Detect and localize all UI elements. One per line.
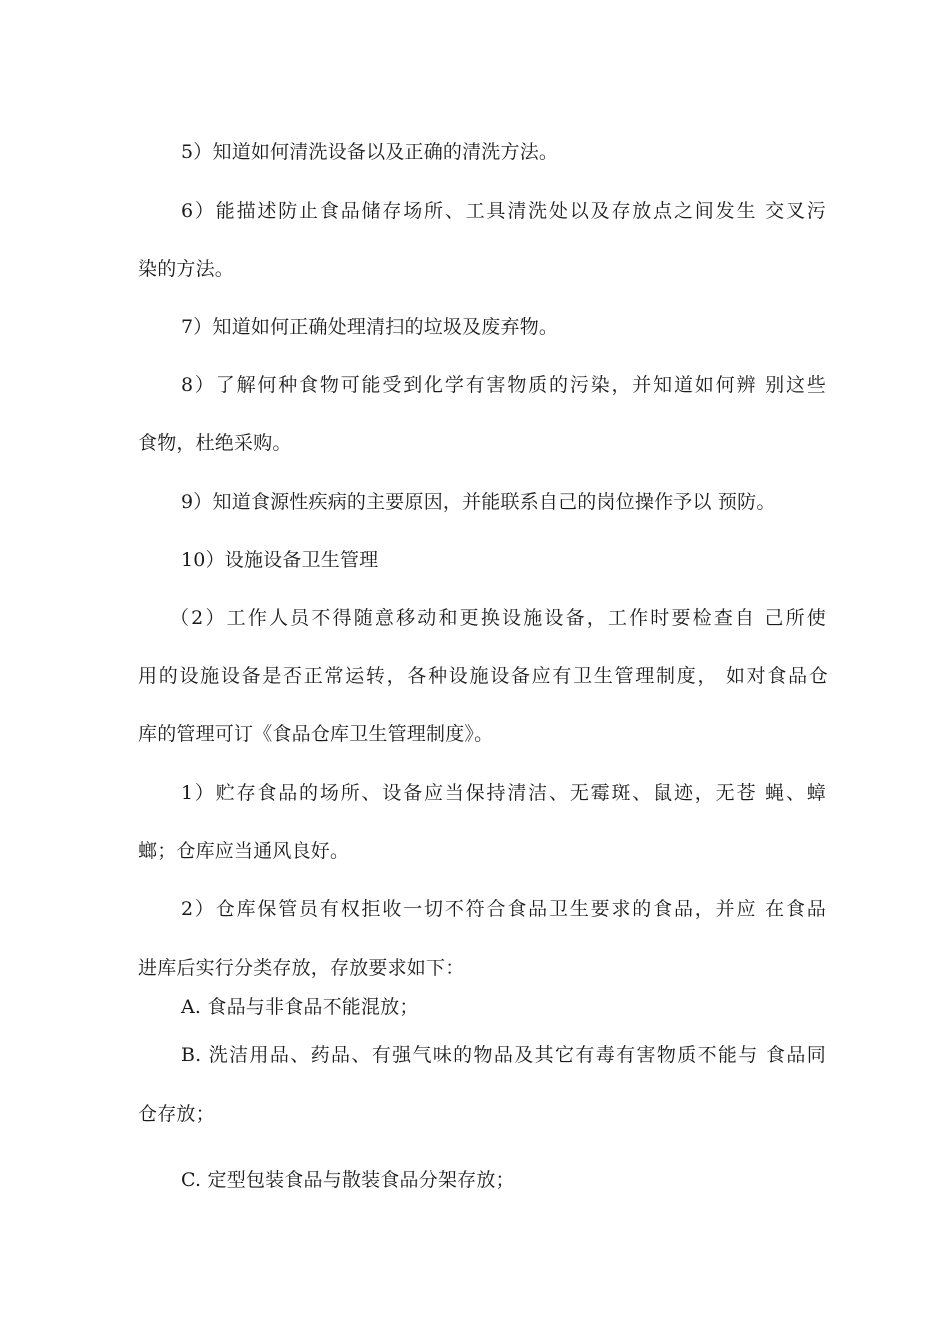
item-9: 9）知道食源性疾病的主要原因，并能联系自己的岗位操作予以 预防。 xyxy=(181,491,776,513)
rule-2-line-2: 进库后实行分类存放，存放要求如下： xyxy=(138,957,465,979)
para-2-line-3: 库的管理可订《食品仓库卫生管理制度》。 xyxy=(138,723,494,745)
item-10-heading: 10）设施设备卫生管理 xyxy=(181,549,379,571)
item-8-line-1: 8）了解何种食物可能受到化学有害物质的污染，并知道如何辨 别这些 xyxy=(181,374,826,396)
para-2-line-1: （2）工作人员不得随意移动和更换设施设备，工作时要检查自 己所使 xyxy=(170,607,826,629)
rule-2-line-1: 2）仓库保管员有权拒收一切不符合食品卫生要求的食品，并应 在食品 xyxy=(181,898,826,920)
rule-1-line-1: 1）贮存食品的场所、设备应当保持清洁、无霉斑、鼠迹，无苍 蝇、蟑 xyxy=(181,782,826,804)
item-8-line-2: 食物，杜绝采购。 xyxy=(138,432,292,454)
rule-c: C. 定型包装食品与散装食品分架存放； xyxy=(181,1169,515,1191)
item-6-line-2: 染的方法。 xyxy=(138,258,235,280)
para-2-line-2: 用的设施设备是否正常运转，各种设施设备应有卫生管理制度， 如对食品仓 xyxy=(138,665,828,687)
rule-b-line-2: 仓存放； xyxy=(138,1103,215,1125)
rule-1-line-2: 螂；仓库应当通风良好。 xyxy=(138,840,350,862)
rule-a: A. 食品与非食品不能混放； xyxy=(181,996,419,1018)
item-5: 5）知道如何清洗设备以及正确的清洗方法。 xyxy=(181,141,559,163)
item-6-line-1: 6）能描述防止食品储存场所、工具清洗处以及存放点之间发生 交叉污 xyxy=(181,200,826,222)
item-7: 7）知道如何正确处理清扫的垃圾及废弃物。 xyxy=(181,316,559,338)
rule-b-line-1: B. 洗洁用品、药品、有强气味的物品及其它有毒有害物质不能与 食品同 xyxy=(181,1044,826,1066)
